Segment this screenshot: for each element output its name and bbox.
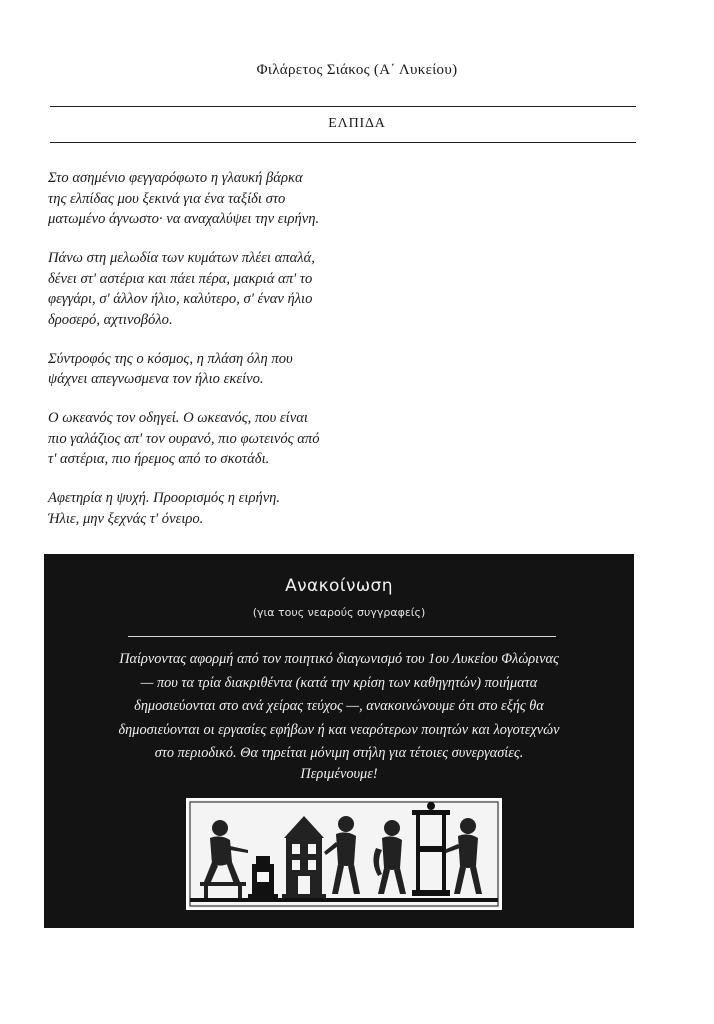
announcement-box	[44, 554, 634, 928]
announcement-line: δημοσιεύονται οι εργασίες εφήβων ή και νεαρότερων ποιητών και λογοτεχνών	[118, 721, 560, 738]
poem-line: δροσερό, αχτινοβόλο.	[48, 311, 173, 328]
poem-line: ματωμένο άγνωστο· να αναχαλύψει την ειρήνη.	[48, 211, 320, 227]
top-rule	[50, 106, 636, 107]
poem-line: της ελπίδας μου ξεκινά για ένα ταξίδι στο	[48, 190, 286, 207]
cherubs-illustration	[186, 798, 502, 910]
poem-stanza-1	[48, 168, 408, 230]
poem-line: πιο γαλάζιος απ' τον ουρανό, πιο φωτεινός από	[48, 430, 320, 447]
poem-line: τ' αστέρια, πιο ήρεμος από το σκοτάδι.	[48, 451, 270, 467]
poem-stanza-4	[48, 408, 408, 470]
poem-line: Ο ωκεανός τον οδηγεί. Ο ωκεανός, που είναι	[48, 410, 308, 426]
poem-stanza-3	[48, 349, 408, 390]
poem-line: Στο ασημένιο φεγγαρόφωτο η γλαυκή βάρκα	[48, 170, 303, 186]
poem-line: Ήλιε, μην ξεχνάς τ' όνειρο.	[48, 510, 204, 527]
decorative-frieze	[186, 798, 502, 910]
poem-stanza-5	[48, 488, 408, 529]
author-line: Φιλάρετος Σιάκος (Α΄ Λυκείου)	[256, 62, 458, 78]
announcement-line: — που τα τρία διακριθέντα (κατά την κρίση των καθηγητών) ποιήματα	[140, 674, 538, 691]
title-rule	[50, 142, 636, 143]
poem-line: Σύντροφός της ο κόσμος, η πλάση όλη που	[48, 350, 293, 367]
announcement-closing: Περιμένουμε!	[300, 766, 378, 782]
poem-line: φεγγάρι, σ' άλλον ήλιο, καλύτερο, σ' έναν ήλιο	[48, 291, 313, 307]
announcement-title: Ανακοίνωση	[285, 576, 393, 596]
announcement-rule	[128, 636, 556, 637]
poem-stanza-2	[48, 248, 408, 330]
poem-line: ψάχνει απεγνωσμενα τον ήλιο εκείνο.	[48, 371, 264, 387]
poem-line: Αφετηρία η ψυχή. Προορισμός η ειρήνη.	[48, 490, 281, 506]
announcement-subtitle: (για τους νεαρούς συγγραφείς)	[252, 606, 426, 619]
poem-line: Πάνω στη μελωδία των κυμάτων πλέει απαλά,	[48, 250, 315, 266]
announcement-body	[68, 648, 610, 766]
poem-line: δένει στ' αστέρια και πάει πέρα, μακριά απ' το	[48, 270, 313, 287]
poem-title: ΕΛΠΙΔΑ	[328, 116, 386, 131]
poem	[48, 168, 408, 548]
announcement-line: δημοσιεύονται στο ανά χείρας τεύχος —, ανακοινώνουμε ότι στο εξής θα	[134, 698, 544, 714]
announcement-line: Παίρνοντας αφορμή από τον ποιητικό διαγωνισμό του 1ου Λυκείου Φλώρινας	[119, 651, 559, 667]
announcement-line: στο περιοδικό. Θα τηρείται μόνιμη στήλη για τέτοιες συνεργασίες.	[154, 745, 524, 761]
